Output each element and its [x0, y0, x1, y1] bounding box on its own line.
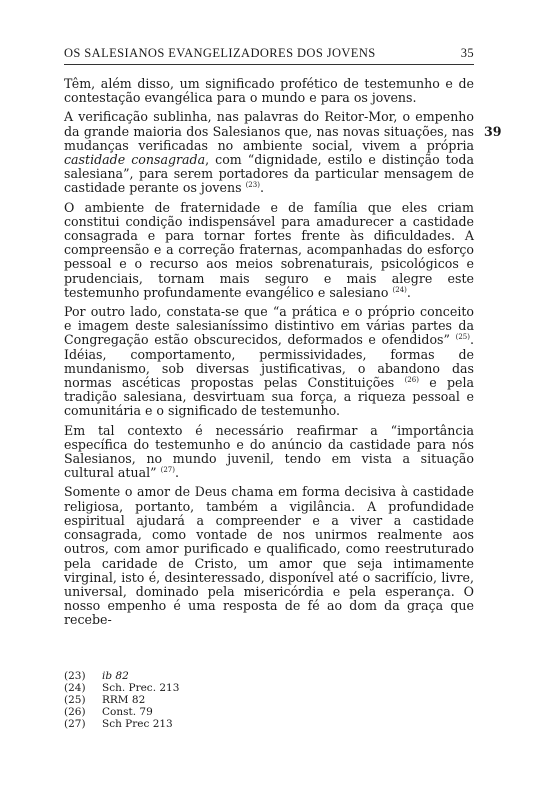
footnote-ref: (27) [160, 466, 175, 475]
running-header [64, 46, 474, 61]
paragraph-2: A verificação sublinha, nas palavras do Reitor-Mor, o empenho da grande maioria dos Salesianos que, nas novas situações, nas mudanças verificadas no ambiente social, vivem a própria castidade consagrada, com “dignidade, estilo e distinção toda salesiana”, para serem portadores da particular mensagem de castidade perante os jovens $^{(23)}$. [64, 109, 474, 196]
footnote: (24) Sch. Prec. 213 [64, 682, 180, 694]
body-text [64, 77, 474, 633]
footnote: (25) RRM 82 [64, 694, 146, 706]
page-number: 35 [460, 46, 474, 60]
paragraph-1: Têm, além disso, um significado profético de testemunho e de contestação evangélica para o mundo e para os jovens. [64, 76, 474, 106]
footnote: (27) Sch Prec 213 [64, 718, 173, 730]
footnote-ref: (25) [455, 333, 470, 342]
paragraph-5: Em tal contexto é necessário reafirmar a “importância específica do testemunho e do anúncio da castidade para nós Salesianos, no mundo juvenil, tendo em vista a situação cultural atual” $^{(27)}$. [64, 422, 474, 481]
paragraph-4: Por outro lado, constata-se que “a prática e o próprio conceito e imagem deste salesianíssimo distintivo em várias partes da Congregação estão obscurecidos, deformados e ofendidos” $^{(25)}$. Idéias, comportamento, permissividades, formas de mundanismo, sob diversas justificativas, o abandono das normas ascéticas propostas pelas Constituições $^{(26)}$ e pela tradição salesiana, desvirtuam sua força, a riqueza pessoal e comunitária e o significado de testemunho. [64, 304, 474, 419]
paragraph-6: Somente o amor de Deus chama em forma decisiva à castidade religiosa, portanto, também a vigilância. A profundidade espiritual ajudará a compreender e a viver a castidade consagrada, como vontade de nos unirmos realmente aos outros, com amor purificado e qualificado, como reestruturado pela caridade de Cristo, um amor que seja intimamente virginal, isto é, desinteressado, disponível até o sacrifício, livre, universal, dominado pela misericórdia e pela esperança. O nosso empenho é uma resposta de fé ao dom da graça que recebe- [64, 484, 474, 628]
footnote: (26) Const. 79 [64, 706, 153, 718]
footnote-ref: (23) [245, 181, 260, 190]
footnote: (23) ib 82 [64, 670, 129, 682]
footnote-ref: (26) [404, 375, 419, 384]
paragraph-3: O ambiente de fraternidade e de família que eles criam constitui condição indispensável para amadurecer a castidade consagrada e para tornar fortes frente às dificuldades. A compreensão e a correção fraternas, acompanhadas do esforço pessoal e o recurso aos meios sobrenaturais, psicológicos e prudenciais, tornam mais seguro e mais alegre este testemunho profundamente evangélico e salesiano $^{(24)}$. [64, 199, 474, 300]
footnote-ref: (24) [392, 285, 407, 294]
header-title: OS SALESIANOS EVANGELIZADORES DOS JOVENS [64, 46, 376, 60]
footnotes [64, 670, 364, 730]
margin-number: 39 [484, 124, 502, 139]
header-rule [64, 64, 474, 65]
